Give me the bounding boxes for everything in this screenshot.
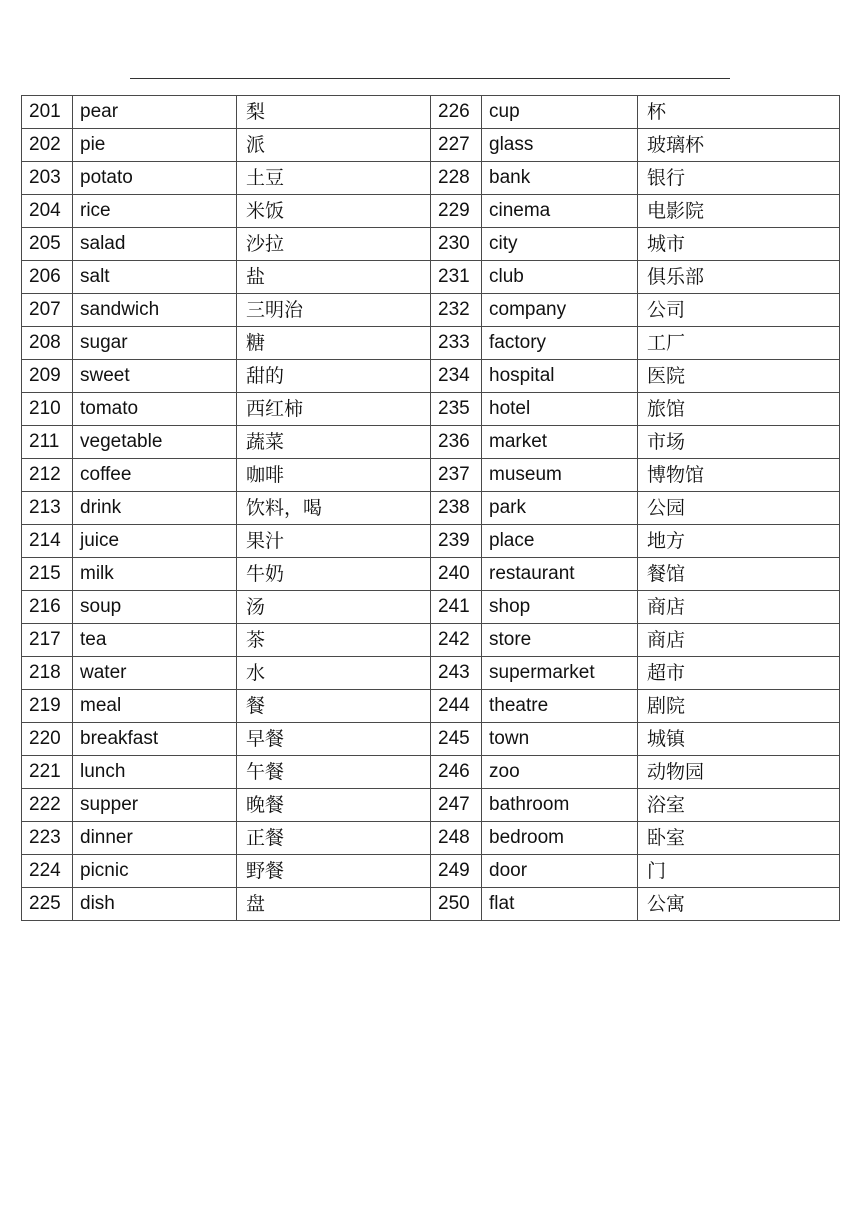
entry-number-left: 221 (22, 756, 73, 789)
english-word-right: company (482, 294, 638, 327)
english-word-left: tomato (73, 393, 237, 426)
english-word-right: bank (482, 162, 638, 195)
entry-number-left: 206 (22, 261, 73, 294)
chinese-meaning-right: 医院 (638, 360, 840, 393)
english-word-right: shop (482, 591, 638, 624)
chinese-meaning-right: 城镇 (638, 723, 840, 756)
entry-number-left: 217 (22, 624, 73, 657)
chinese-meaning-right: 公司 (638, 294, 840, 327)
english-word-left: juice (73, 525, 237, 558)
entry-number-right: 228 (431, 162, 482, 195)
english-word-right: door (482, 855, 638, 888)
entry-number-left: 224 (22, 855, 73, 888)
table-row (22, 228, 840, 261)
table-row (22, 393, 840, 426)
entry-number-left: 212 (22, 459, 73, 492)
entry-number-left: 220 (22, 723, 73, 756)
english-word-left: lunch (73, 756, 237, 789)
english-word-right: cinema (482, 195, 638, 228)
english-word-right: zoo (482, 756, 638, 789)
table-row (22, 888, 840, 921)
english-word-right: restaurant (482, 558, 638, 591)
chinese-meaning-right: 公园 (638, 492, 840, 525)
entry-number-left: 225 (22, 888, 73, 921)
english-word-right: factory (482, 327, 638, 360)
entry-number-left: 211 (22, 426, 73, 459)
chinese-meaning-right: 公寓 (638, 888, 840, 921)
chinese-meaning-right: 旅馆 (638, 393, 840, 426)
english-word-left: vegetable (73, 426, 237, 459)
entry-number-left: 222 (22, 789, 73, 822)
english-word-right: glass (482, 129, 638, 162)
entry-number-left: 202 (22, 129, 73, 162)
chinese-meaning-left: 饮料，喝 (237, 492, 431, 525)
chinese-meaning-right: 动物园 (638, 756, 840, 789)
chinese-meaning-left: 牛奶 (237, 558, 431, 591)
table-row (22, 591, 840, 624)
entry-number-right: 235 (431, 393, 482, 426)
english-word-right: supermarket (482, 657, 638, 690)
english-word-right: bedroom (482, 822, 638, 855)
chinese-meaning-left: 梨 (237, 96, 431, 129)
chinese-meaning-left: 午餐 (237, 756, 431, 789)
english-word-left: pie (73, 129, 237, 162)
table-row (22, 624, 840, 657)
chinese-meaning-right: 超市 (638, 657, 840, 690)
table-row (22, 426, 840, 459)
entry-number-right: 248 (431, 822, 482, 855)
chinese-meaning-left: 果汁 (237, 525, 431, 558)
chinese-meaning-right: 电影院 (638, 195, 840, 228)
table-row (22, 855, 840, 888)
chinese-meaning-left: 咖啡 (237, 459, 431, 492)
entry-number-left: 204 (22, 195, 73, 228)
chinese-meaning-right: 商店 (638, 591, 840, 624)
english-word-left: drink (73, 492, 237, 525)
entry-number-right: 244 (431, 690, 482, 723)
entry-number-right: 227 (431, 129, 482, 162)
chinese-meaning-left: 甜的 (237, 360, 431, 393)
table-row (22, 360, 840, 393)
entry-number-right: 231 (431, 261, 482, 294)
english-word-left: tea (73, 624, 237, 657)
chinese-meaning-left: 沙拉 (237, 228, 431, 261)
english-word-right: bathroom (482, 789, 638, 822)
entry-number-left: 218 (22, 657, 73, 690)
english-word-right: museum (482, 459, 638, 492)
english-word-right: club (482, 261, 638, 294)
english-word-left: meal (73, 690, 237, 723)
chinese-meaning-right: 商店 (638, 624, 840, 657)
english-word-left: soup (73, 591, 237, 624)
table-row (22, 657, 840, 690)
english-word-right: park (482, 492, 638, 525)
table-row (22, 96, 840, 129)
chinese-meaning-left: 早餐 (237, 723, 431, 756)
entry-number-left: 201 (22, 96, 73, 129)
chinese-meaning-left: 盘 (237, 888, 431, 921)
chinese-meaning-right: 俱乐部 (638, 261, 840, 294)
chinese-meaning-left: 餐 (237, 690, 431, 723)
entry-number-left: 203 (22, 162, 73, 195)
chinese-meaning-right: 市场 (638, 426, 840, 459)
table-row (22, 525, 840, 558)
english-word-right: theatre (482, 690, 638, 723)
entry-number-left: 216 (22, 591, 73, 624)
table-row (22, 690, 840, 723)
english-word-left: salad (73, 228, 237, 261)
chinese-meaning-right: 工厂 (638, 327, 840, 360)
english-word-left: picnic (73, 855, 237, 888)
chinese-meaning-right: 银行 (638, 162, 840, 195)
entry-number-right: 237 (431, 459, 482, 492)
english-word-left: salt (73, 261, 237, 294)
table-row (22, 195, 840, 228)
entry-number-right: 230 (431, 228, 482, 261)
entry-number-right: 234 (431, 360, 482, 393)
entry-number-right: 245 (431, 723, 482, 756)
english-word-right: place (482, 525, 638, 558)
entry-number-left: 210 (22, 393, 73, 426)
chinese-meaning-right: 地方 (638, 525, 840, 558)
english-word-right: town (482, 723, 638, 756)
english-word-right: market (482, 426, 638, 459)
english-word-left: rice (73, 195, 237, 228)
english-word-right: cup (482, 96, 638, 129)
entry-number-right: 238 (431, 492, 482, 525)
english-word-right: flat (482, 888, 638, 921)
table-row (22, 129, 840, 162)
chinese-meaning-left: 水 (237, 657, 431, 690)
english-word-left: water (73, 657, 237, 690)
chinese-meaning-left: 野餐 (237, 855, 431, 888)
english-word-left: supper (73, 789, 237, 822)
english-word-left: potato (73, 162, 237, 195)
entry-number-left: 214 (22, 525, 73, 558)
entry-number-right: 250 (431, 888, 482, 921)
table-row (22, 261, 840, 294)
chinese-meaning-left: 蔬菜 (237, 426, 431, 459)
entry-number-left: 208 (22, 327, 73, 360)
english-word-right: hotel (482, 393, 638, 426)
chinese-meaning-right: 剧院 (638, 690, 840, 723)
english-word-left: dinner (73, 822, 237, 855)
english-word-left: pear (73, 96, 237, 129)
entry-number-right: 232 (431, 294, 482, 327)
english-word-left: sugar (73, 327, 237, 360)
entry-number-right: 249 (431, 855, 482, 888)
entry-number-right: 226 (431, 96, 482, 129)
entry-number-right: 242 (431, 624, 482, 657)
entry-number-right: 236 (431, 426, 482, 459)
chinese-meaning-left: 汤 (237, 591, 431, 624)
chinese-meaning-left: 米饭 (237, 195, 431, 228)
english-word-left: sandwich (73, 294, 237, 327)
chinese-meaning-left: 土豆 (237, 162, 431, 195)
header-rule (130, 78, 730, 79)
table-row (22, 558, 840, 591)
table-row (22, 294, 840, 327)
entry-number-left: 205 (22, 228, 73, 261)
english-word-left: milk (73, 558, 237, 591)
chinese-meaning-right: 餐馆 (638, 558, 840, 591)
english-word-left: sweet (73, 360, 237, 393)
english-word-left: dish (73, 888, 237, 921)
table-row (22, 162, 840, 195)
chinese-meaning-left: 盐 (237, 261, 431, 294)
english-word-left: coffee (73, 459, 237, 492)
entry-number-left: 207 (22, 294, 73, 327)
entry-number-left: 209 (22, 360, 73, 393)
chinese-meaning-right: 博物馆 (638, 459, 840, 492)
entry-number-right: 247 (431, 789, 482, 822)
chinese-meaning-right: 门 (638, 855, 840, 888)
table-row (22, 789, 840, 822)
chinese-meaning-right: 玻璃杯 (638, 129, 840, 162)
english-word-right: store (482, 624, 638, 657)
table-row (22, 756, 840, 789)
table-row (22, 723, 840, 756)
entry-number-left: 213 (22, 492, 73, 525)
vocabulary-table (21, 95, 840, 921)
chinese-meaning-right: 浴室 (638, 789, 840, 822)
english-word-left: breakfast (73, 723, 237, 756)
entry-number-left: 215 (22, 558, 73, 591)
vocabulary-table-body (22, 96, 840, 921)
entry-number-left: 223 (22, 822, 73, 855)
chinese-meaning-left: 三明治 (237, 294, 431, 327)
chinese-meaning-right: 卧室 (638, 822, 840, 855)
chinese-meaning-left: 正餐 (237, 822, 431, 855)
chinese-meaning-left: 派 (237, 129, 431, 162)
english-word-right: city (482, 228, 638, 261)
entry-number-right: 239 (431, 525, 482, 558)
entry-number-right: 243 (431, 657, 482, 690)
chinese-meaning-left: 茶 (237, 624, 431, 657)
entry-number-right: 229 (431, 195, 482, 228)
table-row (22, 822, 840, 855)
entry-number-left: 219 (22, 690, 73, 723)
table-row (22, 327, 840, 360)
entry-number-right: 233 (431, 327, 482, 360)
entry-number-right: 241 (431, 591, 482, 624)
chinese-meaning-left: 西红柿 (237, 393, 431, 426)
chinese-meaning-right: 杯 (638, 96, 840, 129)
chinese-meaning-left: 晚餐 (237, 789, 431, 822)
chinese-meaning-right: 城市 (638, 228, 840, 261)
english-word-right: hospital (482, 360, 638, 393)
table-row (22, 459, 840, 492)
entry-number-right: 240 (431, 558, 482, 591)
entry-number-right: 246 (431, 756, 482, 789)
chinese-meaning-left: 糖 (237, 327, 431, 360)
table-row (22, 492, 840, 525)
